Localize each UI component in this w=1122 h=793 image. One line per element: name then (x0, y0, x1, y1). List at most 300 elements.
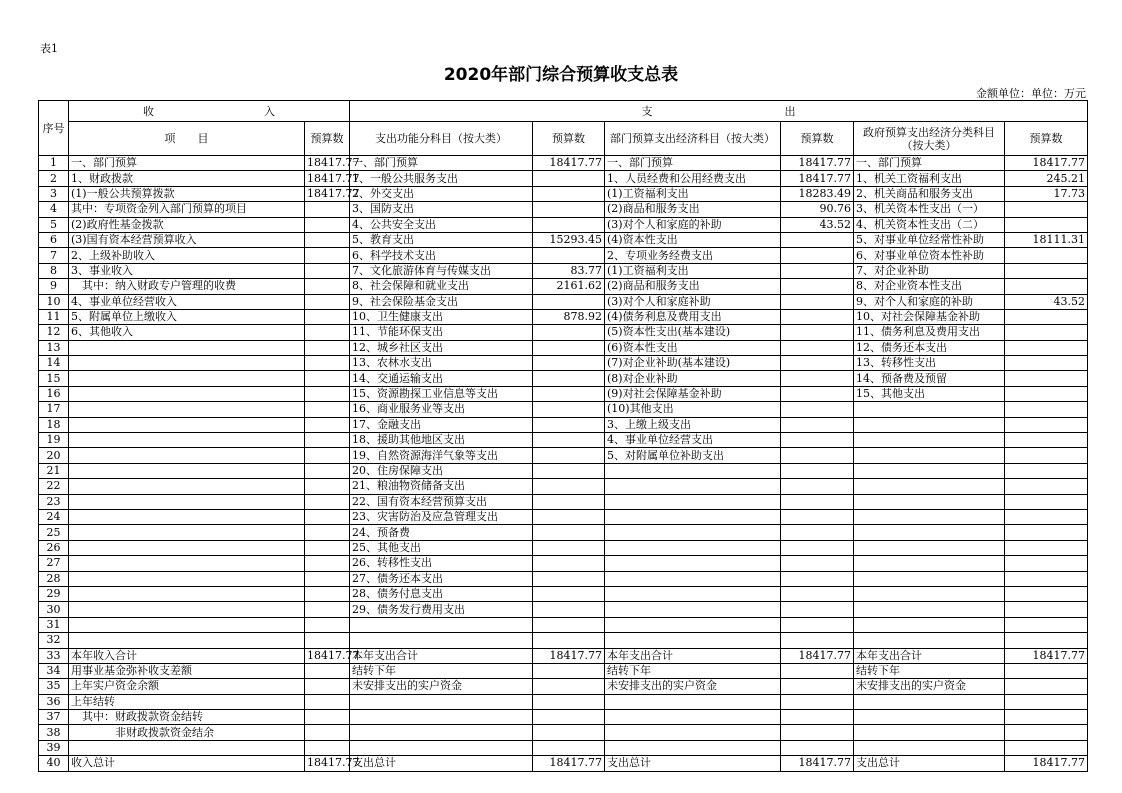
table-row (39, 525, 1088, 540)
func-budget-cell: 2161.62 (533, 279, 605, 294)
income-budget-cell (305, 740, 350, 755)
gov-item-cell: 支出总计 (854, 756, 1005, 771)
income-budget-cell: 18417.77 (305, 756, 350, 771)
dept-item-cell: (8)对企业补助 (605, 371, 781, 386)
func-item-cell: 未安排支出的实户资金 (350, 679, 533, 694)
seq-cell: 28 (39, 571, 69, 586)
income-budget-cell (305, 617, 350, 632)
func-budget-cell (533, 710, 605, 725)
gov-budget-cell (1005, 340, 1088, 355)
table-row (39, 710, 1088, 725)
func-budget-cell (533, 633, 605, 648)
seq-cell: 27 (39, 556, 69, 571)
func-budget-cell: 878.92 (533, 309, 605, 324)
func-item-cell (350, 694, 533, 709)
income-item-cell (69, 386, 305, 401)
table-row (39, 279, 1088, 294)
income-item-cell: 1、财政拨款 (69, 171, 305, 186)
gov-budget-cell (1005, 371, 1088, 386)
table-row (39, 509, 1088, 524)
table-row (39, 602, 1088, 617)
income-budget-cell (305, 202, 350, 217)
func-budget-cell (533, 217, 605, 232)
dept-budget-cell: 18283.49 (781, 186, 854, 201)
seq-cell: 24 (39, 509, 69, 524)
gov-budget-cell (1005, 540, 1088, 555)
gov-item-cell: 14、预备费及预留 (854, 371, 1005, 386)
gov-item-cell (854, 540, 1005, 555)
seq-cell: 36 (39, 694, 69, 709)
income-item-cell (69, 479, 305, 494)
dept-budget-cell (781, 725, 854, 740)
func-budget-cell (533, 448, 605, 463)
func-item-cell: 13、农林水支出 (350, 356, 533, 371)
func-budget-cell (533, 525, 605, 540)
seq-cell: 10 (39, 294, 69, 309)
income-budget-cell (305, 509, 350, 524)
dept-item-cell: (4)债务利息及费用支出 (605, 309, 781, 324)
seq-cell: 20 (39, 448, 69, 463)
table-row (39, 402, 1088, 417)
dept-budget-cell (781, 540, 854, 555)
seq-cell: 3 (39, 186, 69, 201)
dept-item-cell (605, 571, 781, 586)
income-budget-cell (305, 248, 350, 263)
income-item-cell: 一、部门预算 (69, 156, 305, 171)
func-item-cell: 27、债务还本支出 (350, 571, 533, 586)
table-row (39, 232, 1088, 247)
dept-item-cell: (7)对企业补助(基本建设) (605, 356, 781, 371)
income-item-cell: 上年实户资金余额 (69, 679, 305, 694)
income-item-cell (69, 402, 305, 417)
income-budget-cell (305, 325, 350, 340)
func-item-cell: 8、社会保障和就业支出 (350, 279, 533, 294)
table-row (39, 202, 1088, 217)
gov-budget-cell (1005, 279, 1088, 294)
seq-cell: 8 (39, 263, 69, 278)
seq-cell: 15 (39, 371, 69, 386)
header-func: 支出功能分科目（按大类） (350, 122, 533, 156)
seq-cell: 31 (39, 617, 69, 632)
income-budget-cell (305, 540, 350, 555)
seq-cell: 23 (39, 494, 69, 509)
dept-budget-cell: 18417.77 (781, 171, 854, 186)
income-budget-cell (305, 725, 350, 740)
func-item-cell: 28、债务付息支出 (350, 586, 533, 601)
func-item-cell: 本年支出合计 (350, 648, 533, 663)
gov-item-cell (854, 509, 1005, 524)
dept-budget-cell (781, 248, 854, 263)
func-budget-cell (533, 463, 605, 478)
dept-budget-cell (781, 340, 854, 355)
gov-budget-cell (1005, 248, 1088, 263)
income-budget-cell (305, 402, 350, 417)
header-dept-econ: 部门预算支出经济科目（按大类） (605, 122, 781, 156)
gov-budget-cell (1005, 679, 1088, 694)
func-budget-cell (533, 186, 605, 201)
func-budget-cell (533, 494, 605, 509)
gov-budget-cell (1005, 710, 1088, 725)
dept-budget-cell (781, 402, 854, 417)
income-budget-cell (305, 417, 350, 432)
dept-item-cell: 4、事业单位经营支出 (605, 433, 781, 448)
dept-budget-cell: 18417.77 (781, 648, 854, 663)
dept-budget-cell (781, 263, 854, 278)
func-budget-cell (533, 602, 605, 617)
gov-budget-cell (1005, 740, 1088, 755)
func-item-cell: 14、交通运输支出 (350, 371, 533, 386)
dept-item-cell: 5、对附属单位补助支出 (605, 448, 781, 463)
dept-item-cell: (3)对个人和家庭的补助 (605, 217, 781, 232)
dept-budget-cell (781, 617, 854, 632)
func-budget-cell (533, 540, 605, 555)
gov-item-cell (854, 479, 1005, 494)
gov-budget-cell (1005, 386, 1088, 401)
gov-budget-cell (1005, 356, 1088, 371)
dept-item-cell (605, 586, 781, 601)
dept-item-cell: 1、人员经费和公用经费支出 (605, 171, 781, 186)
gov-item-cell (854, 525, 1005, 540)
income-budget-cell (305, 602, 350, 617)
dept-item-cell: 一、部门预算 (605, 156, 781, 171)
func-budget-cell (533, 248, 605, 263)
func-item-cell: 20、住房保障支出 (350, 463, 533, 478)
func-item-cell (350, 725, 533, 740)
func-item-cell: 15、资源勘探工业信息等支出 (350, 386, 533, 401)
gov-budget-cell (1005, 509, 1088, 524)
gov-budget-cell (1005, 463, 1088, 478)
func-item-cell: 结转下年 (350, 663, 533, 678)
func-item-cell: 26、转移性支出 (350, 556, 533, 571)
func-item-cell: 24、预备费 (350, 525, 533, 540)
gov-item-cell (854, 494, 1005, 509)
income-budget-cell (305, 371, 350, 386)
table-row (39, 586, 1088, 601)
income-item-cell (69, 540, 305, 555)
gov-item-cell: 5、对事业单位经常性补助 (854, 232, 1005, 247)
header-dept-budget: 预算数 (781, 122, 854, 156)
func-item-cell: 支出总计 (350, 756, 533, 771)
dept-budget-cell (781, 232, 854, 247)
table-row (39, 648, 1088, 663)
gov-item-cell (854, 586, 1005, 601)
gov-budget-cell: 18111.31 (1005, 232, 1088, 247)
func-budget-cell (533, 202, 605, 217)
income-budget-cell (305, 494, 350, 509)
gov-item-cell: 4、机关资本性支出（二） (854, 217, 1005, 232)
func-item-cell: 19、自然资源海洋气象等支出 (350, 448, 533, 463)
seq-cell: 9 (39, 279, 69, 294)
income-budget-cell (305, 679, 350, 694)
dept-item-cell: 未安排支出的实户资金 (605, 679, 781, 694)
income-item-cell: (2)政府性基金拨款 (69, 217, 305, 232)
seq-cell: 39 (39, 740, 69, 755)
gov-budget-cell (1005, 556, 1088, 571)
gov-item-cell: 结转下年 (854, 663, 1005, 678)
seq-cell: 26 (39, 540, 69, 555)
func-budget-cell (533, 417, 605, 432)
seq-cell: 7 (39, 248, 69, 263)
dept-item-cell (605, 617, 781, 632)
func-budget-cell (533, 694, 605, 709)
table-row (39, 217, 1088, 232)
func-budget-cell (533, 509, 605, 524)
gov-budget-cell: 43.52 (1005, 294, 1088, 309)
func-item-cell: 16、商业服务业等支出 (350, 402, 533, 417)
func-item-cell (350, 740, 533, 755)
dept-budget-cell (781, 479, 854, 494)
income-item-cell: 2、上级补助收入 (69, 248, 305, 263)
dept-item-cell (605, 602, 781, 617)
table-row (39, 479, 1088, 494)
income-item-cell: 用事业基金弥补收支差额 (69, 663, 305, 678)
func-item-cell (350, 710, 533, 725)
dept-item-cell (605, 494, 781, 509)
gov-budget-cell (1005, 417, 1088, 432)
gov-budget-cell (1005, 309, 1088, 324)
dept-budget-cell (781, 433, 854, 448)
func-budget-cell (533, 740, 605, 755)
dept-budget-cell (781, 448, 854, 463)
gov-item-cell: 1、机关工资福利支出 (854, 171, 1005, 186)
income-budget-cell (305, 525, 350, 540)
dept-item-cell (605, 633, 781, 648)
gov-budget-cell (1005, 571, 1088, 586)
gov-item-cell (854, 556, 1005, 571)
seq-cell: 5 (39, 217, 69, 232)
dept-budget-cell (781, 309, 854, 324)
gov-item-cell: 10、对社会保障基金补助 (854, 309, 1005, 324)
func-budget-cell (533, 371, 605, 386)
func-budget-cell (533, 386, 605, 401)
seq-cell: 29 (39, 586, 69, 601)
header-gov-budget: 预算数 (1005, 122, 1088, 156)
dept-budget-cell (781, 463, 854, 478)
income-item-cell (69, 448, 305, 463)
table-row (39, 248, 1088, 263)
income-budget-cell (305, 309, 350, 324)
func-budget-cell (533, 679, 605, 694)
income-item-cell (69, 602, 305, 617)
func-item-cell: 21、粮油物资储备支出 (350, 479, 533, 494)
table-row (39, 386, 1088, 401)
dept-item-cell: 2、专项业务经费支出 (605, 248, 781, 263)
func-item-cell: 22、国有资本经营预算支出 (350, 494, 533, 509)
gov-budget-cell (1005, 586, 1088, 601)
seq-cell: 19 (39, 433, 69, 448)
table-row (39, 617, 1088, 632)
income-budget-cell (305, 232, 350, 247)
func-item-cell: 2、外交支出 (350, 186, 533, 201)
table-row (39, 263, 1088, 278)
func-budget-cell: 83.77 (533, 263, 605, 278)
gov-item-cell: 8、对企业资本性支出 (854, 279, 1005, 294)
income-item-cell (69, 371, 305, 386)
income-item-cell (69, 494, 305, 509)
dept-item-cell (605, 740, 781, 755)
func-budget-cell: 18417.77 (533, 648, 605, 663)
seq-cell: 38 (39, 725, 69, 740)
unit-label: 金额单位：单位：万元 (976, 87, 1086, 100)
income-budget-cell (305, 694, 350, 709)
header-expense: 支 出 (350, 101, 1088, 122)
gov-item-cell (854, 617, 1005, 632)
table-row (39, 463, 1088, 478)
table-row (39, 571, 1088, 586)
seq-cell: 22 (39, 479, 69, 494)
gov-budget-cell (1005, 433, 1088, 448)
income-budget-cell (305, 263, 350, 278)
gov-item-cell: 3、机关资本性支出（一） (854, 202, 1005, 217)
seq-cell: 34 (39, 663, 69, 678)
seq-cell: 2 (39, 171, 69, 186)
dept-item-cell: (6)资本性支出 (605, 340, 781, 355)
seq-cell: 14 (39, 356, 69, 371)
func-item-cell: 7、文化旅游体育与传媒支出 (350, 263, 533, 278)
dept-budget-cell (781, 740, 854, 755)
table-row (39, 186, 1088, 201)
income-budget-cell: 18417.77 (305, 648, 350, 663)
func-budget-cell (533, 725, 605, 740)
gov-budget-cell (1005, 663, 1088, 678)
gov-budget-cell (1005, 617, 1088, 632)
func-budget-cell (533, 556, 605, 571)
gov-item-cell (854, 725, 1005, 740)
table-row (39, 740, 1088, 755)
header-gov-econ: 政府预算支出经济分类科目（按大类） (854, 122, 1005, 156)
income-budget-cell (305, 463, 350, 478)
income-budget-cell (305, 479, 350, 494)
func-budget-cell: 18417.77 (533, 156, 605, 171)
func-budget-cell (533, 340, 605, 355)
seq-cell: 37 (39, 710, 69, 725)
dept-item-cell: (2)商品和服务支出 (605, 202, 781, 217)
func-budget-cell (533, 586, 605, 601)
table-row (39, 679, 1088, 694)
income-item-cell (69, 433, 305, 448)
income-item-cell (69, 617, 305, 632)
func-budget-cell (533, 433, 605, 448)
func-item-cell: 3、国防支出 (350, 202, 533, 217)
dept-budget-cell (781, 386, 854, 401)
income-budget-cell (305, 663, 350, 678)
table-row (39, 494, 1088, 509)
income-item-cell (69, 525, 305, 540)
func-budget-cell (533, 171, 605, 186)
func-budget-cell (533, 356, 605, 371)
func-budget-cell (533, 617, 605, 632)
dept-item-cell: (5)资本性支出(基本建设) (605, 325, 781, 340)
table-row (39, 325, 1088, 340)
dept-budget-cell (781, 325, 854, 340)
dept-budget-cell (781, 679, 854, 694)
income-budget-cell (305, 586, 350, 601)
seq-cell: 18 (39, 417, 69, 432)
income-budget-cell: 18417.77 (305, 186, 350, 201)
income-budget-cell (305, 217, 350, 232)
header-income: 收 入 (69, 101, 350, 122)
seq-cell: 35 (39, 679, 69, 694)
gov-budget-cell: 245.21 (1005, 171, 1088, 186)
seq-cell: 30 (39, 602, 69, 617)
gov-item-cell (854, 602, 1005, 617)
func-item-cell: 6、科学技术支出 (350, 248, 533, 263)
func-item-cell: 9、社会保险基金支出 (350, 294, 533, 309)
table-row (39, 633, 1088, 648)
seq-cell: 1 (39, 156, 69, 171)
table-body (39, 156, 1088, 772)
dept-budget-cell: 43.52 (781, 217, 854, 232)
dept-budget-cell (781, 586, 854, 601)
income-budget-cell (305, 433, 350, 448)
func-budget-cell: 15293.45 (533, 232, 605, 247)
header-seq: 序号 (39, 101, 69, 156)
table-row (39, 371, 1088, 386)
income-budget-cell (305, 340, 350, 355)
gov-budget-cell: 18417.77 (1005, 756, 1088, 771)
dept-item-cell (605, 525, 781, 540)
income-item-cell: 4、事业单位经营收入 (69, 294, 305, 309)
income-budget-cell (305, 279, 350, 294)
func-item-cell: 1、一般公共服务支出 (350, 171, 533, 186)
func-item-cell: 17、金融支出 (350, 417, 533, 432)
seq-cell: 32 (39, 633, 69, 648)
func-item-cell: 18、援助其他地区支出 (350, 433, 533, 448)
dept-budget-cell (781, 571, 854, 586)
header-item: 项 目 (69, 122, 305, 156)
income-item-cell (69, 356, 305, 371)
func-item-cell: 4、公共安全支出 (350, 217, 533, 232)
gov-budget-cell (1005, 402, 1088, 417)
income-budget-cell (305, 448, 350, 463)
table-row (39, 156, 1088, 171)
income-item-cell: 非财政拨款资金结余 (69, 725, 305, 740)
dept-budget-cell (781, 710, 854, 725)
table-label: 表1 (40, 42, 58, 55)
seq-cell: 12 (39, 325, 69, 340)
table-row (39, 694, 1088, 709)
income-budget-cell (305, 356, 350, 371)
gov-item-cell (854, 740, 1005, 755)
gov-budget-cell (1005, 494, 1088, 509)
dept-item-cell (605, 479, 781, 494)
header-func-budget: 预算数 (533, 122, 605, 156)
gov-item-cell (854, 571, 1005, 586)
income-item-cell: 3、事业收入 (69, 263, 305, 278)
dept-item-cell (605, 540, 781, 555)
func-item-cell: 5、教育支出 (350, 232, 533, 247)
gov-item-cell: 2、机关商品和服务支出 (854, 186, 1005, 201)
table-row (39, 448, 1088, 463)
dept-item-cell: 支出总计 (605, 756, 781, 771)
gov-budget-cell (1005, 725, 1088, 740)
gov-item-cell (854, 633, 1005, 648)
func-item-cell: 12、城乡社区支出 (350, 340, 533, 355)
income-budget-cell (305, 710, 350, 725)
func-item-cell (350, 617, 533, 632)
dept-item-cell: (4)资本性支出 (605, 232, 781, 247)
dept-budget-cell (781, 371, 854, 386)
income-item-cell: 上年结转 (69, 694, 305, 709)
income-item-cell: 收入总计 (69, 756, 305, 771)
dept-budget-cell (781, 602, 854, 617)
income-budget-cell (305, 633, 350, 648)
page-title: 2020年部门综合预算收支总表 (443, 65, 679, 85)
dept-budget-cell: 90.76 (781, 202, 854, 217)
dept-item-cell: (2)商品和服务支出 (605, 279, 781, 294)
func-item-cell: 29、债务发行费用支出 (350, 602, 533, 617)
gov-item-cell: 本年支出合计 (854, 648, 1005, 663)
